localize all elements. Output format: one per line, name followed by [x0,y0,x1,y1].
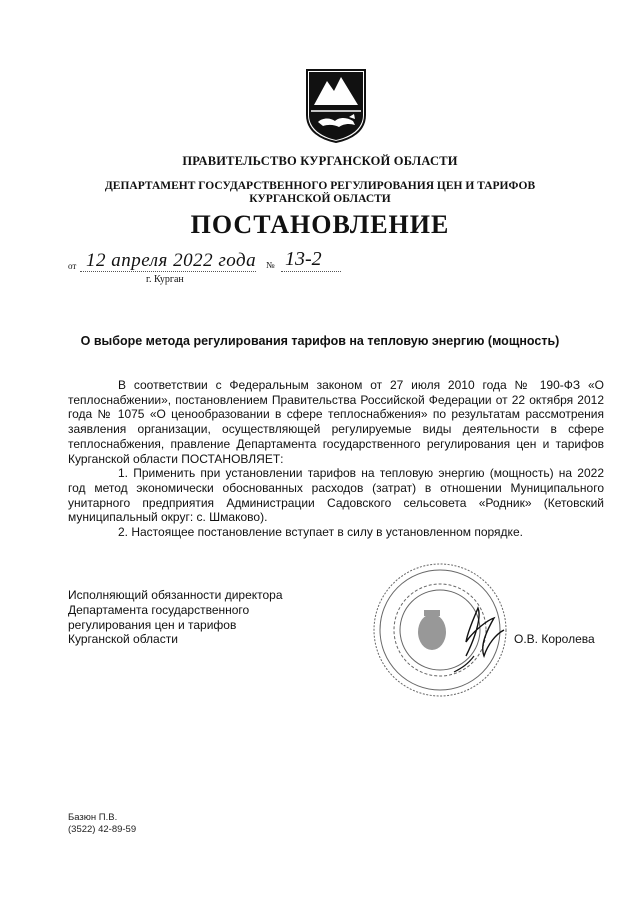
official-seal-icon [370,560,510,700]
coat-of-arms-icon [301,67,371,143]
body-item-1: 1. Применить при установлении тарифов на тепловую энергию (мощность) на 2022 год метод экономически обоснованных расходов (затрат) в отношении Муниципального унитарного предприятия Администрации Садовского сельсовета «Родник» (Кетовский муниципальный округ: с. Шмаково). [68,466,604,525]
number-handwritten: 13-2 [285,248,322,270]
org-name-department [0,180,640,206]
date-underline [80,271,256,272]
signer-position-line-4: Курганской области [68,632,178,647]
city-label: г. Курган [146,274,184,285]
signer-name: О.В. Королева [514,632,595,646]
signer-position-line-1: Исполняющий обязанности директора [68,588,283,602]
org-name-department-line-2: КУРГАНСКОЙ ОБЛАСТИ [249,193,391,205]
signer-position-line-3: регулирования цен и тарифов [68,617,237,632]
body-intro-paragraph: В соответствии с Федеральным законом от 27 июля 2010 года № 190-ФЗ «О теплоснабжении», постановлением Правительства Российской Федерации от 22 октября 2012 года № 1075 «О ценообразовании в сфере теплоснабжения» по результатам рассмотрения заявления организации, осуществляющей регулируемые виды деятельности в сфере теплоснабжения, правление Департамента государственного регулирования цен и тарифов Курганской области ПОСТАНОВЛЯЕТ: [68,378,604,466]
signer-position-line-2: Департамента государственного [68,602,250,617]
document-title: О выборе метода регулирования тарифов на тепловую энергию (мощность) [80,334,560,348]
executor-info [68,812,136,836]
signer-position [68,588,328,647]
number-underline [281,271,341,272]
number-prefix: № [266,260,275,270]
body-item-2: 2. Настоящее постановление вступает в силу в установленном порядке. [118,525,523,540]
executor-phone: (3522) 42-89-59 [68,824,137,835]
executor-name: Базюн П.В. [68,812,118,823]
org-name-department-line-1: ДЕПАРТАМЕНТ ГОСУДАРСТВЕННОГО РЕГУЛИРОВАНИЯ ЦЕН И ТАРИФОВ [104,180,536,192]
org-name-government: ПРАВИТЕЛЬСТВО КУРГАНСКОЙ ОБЛАСТИ [182,154,458,168]
document-body [68,378,604,540]
document-type-heading: ПОСТАНОВЛЕНИЕ [190,210,450,239]
date-prefix: от [68,261,77,271]
date-handwritten: 12 апреля 2022 года [86,250,257,271]
